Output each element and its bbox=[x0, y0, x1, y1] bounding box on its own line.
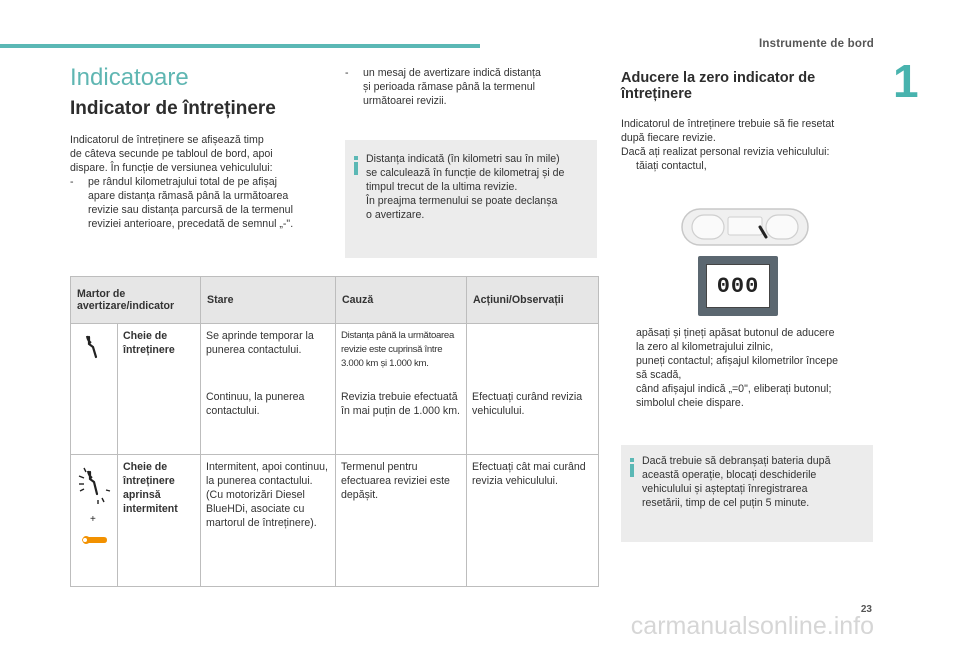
page-heading: Indicatoare bbox=[70, 64, 189, 91]
info-icon bbox=[354, 162, 358, 175]
dash-marker: - bbox=[70, 176, 74, 188]
intro-paragraph bbox=[70, 133, 335, 231]
dash-line: apare distanța rămasă până la următoarea bbox=[88, 190, 289, 202]
reset-title-line: întreținere bbox=[621, 86, 692, 102]
table-row bbox=[71, 455, 599, 587]
info-line: În preajma termenului se poate declanșa bbox=[366, 195, 558, 207]
reset-title-line: Aducere la zero indicator de bbox=[621, 70, 816, 86]
info-line: timpul trecut de la ultima revizie. bbox=[366, 181, 518, 193]
table-header-row bbox=[71, 277, 599, 324]
reset-title bbox=[621, 70, 815, 102]
top-accent-bar bbox=[0, 44, 480, 48]
info-box bbox=[345, 140, 597, 258]
cell-cauza: Revizia trebuie efectuată în mai puțin de 1.000 km. bbox=[336, 385, 467, 455]
warning-table bbox=[70, 276, 599, 587]
info-line: această operație, blocați deschiderile bbox=[642, 469, 817, 481]
dash-line: următoarei revizii. bbox=[363, 95, 447, 107]
info-text bbox=[366, 152, 596, 222]
dash-marker: - bbox=[345, 67, 349, 79]
icon-cell bbox=[71, 455, 118, 587]
cell-stare: Intermitent, apoi continuu, la punerea contactului. (Cu motorizări Diesel BlueHDi, asociate cu martorul de întreținere). bbox=[201, 455, 336, 587]
dash-item-2 bbox=[345, 66, 595, 108]
chapter-number: 1 bbox=[893, 55, 919, 107]
header-indicator: Martor de avertizare/indicator bbox=[71, 277, 201, 324]
indicator-name: Cheie de întreținere aprinsă intermitent bbox=[118, 455, 201, 587]
odometer-readout: 000 bbox=[706, 264, 770, 308]
bullet-text: apăsați și țineți apăsat butonul de aducere bbox=[636, 327, 835, 339]
cell-actiuni: Efectuați cât mai curând revizia vehiculului. bbox=[467, 455, 599, 587]
bullet-item bbox=[621, 159, 876, 173]
info-line: resetării, timp de cel puțin 5 minute. bbox=[642, 497, 810, 509]
info-line: Dacă trebuie să debranșați bateria după bbox=[642, 455, 831, 467]
header-actiuni: Acțiuni/Observații bbox=[467, 277, 599, 324]
odometer-display bbox=[698, 256, 778, 316]
dash-item bbox=[345, 66, 595, 108]
intro-line: Indicatorul de întreținere se afișează timp bbox=[70, 134, 264, 146]
plus-sign: + bbox=[90, 514, 96, 525]
cell-stare: Se aprinde temporar la punerea contactului. bbox=[201, 324, 336, 385]
dash-line: și perioada rămase până la termenul bbox=[363, 81, 535, 93]
cell-cauza: Termenul pentru efectuarea reviziei este depășit. bbox=[336, 455, 467, 587]
indicator-name: Cheie de întreținere bbox=[118, 324, 201, 455]
dash-line: reviziei anterioare, precedată de semnul „-". bbox=[88, 218, 294, 230]
reset-line: Indicatorul de întreținere trebuie să fie resetat bbox=[621, 118, 835, 130]
section-heading: Indicator de întreținere bbox=[70, 98, 276, 119]
bullet-text: la zero al kilometrajului zilnic, bbox=[636, 341, 774, 353]
bullet-text: tăiați contactul, bbox=[636, 160, 707, 172]
info-line: o avertizare. bbox=[366, 209, 425, 221]
section-title: Instrumente de bord bbox=[759, 38, 874, 50]
intro-line: dispare. În funcție de versiunea vehiculului: bbox=[70, 162, 273, 174]
dash-item bbox=[70, 175, 335, 231]
info-line: se calculează în funcție de kilometraj și de bbox=[366, 167, 565, 179]
icon-cell bbox=[71, 324, 118, 455]
header-cauza: Cauză bbox=[336, 277, 467, 324]
dash-line: pe rândul kilometrajului total de pe afișaj bbox=[88, 176, 278, 188]
reset-line: după fiecare revizie. bbox=[621, 132, 716, 144]
flashing-wrench-icon bbox=[76, 460, 112, 556]
intro-line: de câteva secunde pe tabloul de bord, apoi bbox=[70, 148, 273, 160]
bullet-item bbox=[621, 382, 881, 410]
reset-info-box bbox=[621, 445, 873, 542]
bullet-item bbox=[621, 326, 881, 354]
reset-line: Dacă ați realizat personal revizia vehiculului: bbox=[621, 146, 830, 158]
reset-info-text bbox=[642, 454, 870, 510]
dash-line: un mesaj de avertizare indică distanța bbox=[363, 67, 541, 79]
info-icon bbox=[630, 464, 634, 477]
cell-cauza: Distanța până la următoarea revizie este cuprinsă între 3.000 km și 1.000 km. bbox=[336, 324, 467, 385]
watermark: carmanualsonline.info bbox=[630, 612, 874, 640]
bullet-text: să scadă, bbox=[636, 369, 682, 381]
reset-steps bbox=[621, 326, 881, 410]
instrument-panel-illustration bbox=[680, 205, 810, 251]
wrench-icon bbox=[77, 331, 113, 371]
table-row bbox=[71, 324, 599, 385]
page-number: 23 bbox=[860, 604, 872, 615]
cell-actiuni: Efectuați curând revizia vehiculului. bbox=[467, 385, 599, 455]
info-line: Distanța indicată (în kilometri sau în mile) bbox=[366, 153, 560, 165]
header-stare: Stare bbox=[201, 277, 336, 324]
bullet-text: puneți contactul; afișajul kilometrilor începe bbox=[636, 355, 838, 367]
bullet-text: simbolul cheie dispare. bbox=[636, 397, 744, 409]
info-line: vehiculului și așteptați înregistrarea bbox=[642, 483, 808, 495]
bullet-text: când afișajul indică „=0", eliberați butonul; bbox=[636, 383, 832, 395]
cell-stare: Continuu, la punerea contactului. bbox=[201, 385, 336, 455]
bullet-item bbox=[621, 354, 881, 382]
dash-line: revizie sau distanța parcursă de la termenul bbox=[88, 204, 293, 216]
cell-actiuni bbox=[467, 324, 599, 385]
reset-intro bbox=[621, 117, 876, 173]
